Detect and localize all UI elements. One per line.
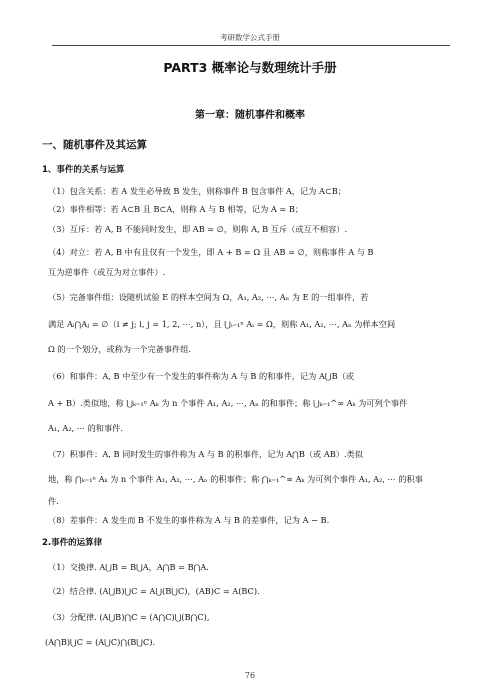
- text-line: （2）事件相等：若 A⊂B 且 B⊂A，则称 A 与 B 相等，记为 A = B；: [48, 204, 304, 214]
- page-number: 76: [244, 671, 256, 680]
- subsection-title-relations: 1、事件的关系与运算: [42, 165, 125, 175]
- text-line: （8）差事件：A 发生而 B 不发生的事件称为 A 与 B 的差事件，记为 A − B.: [48, 515, 330, 525]
- text-line: （5）完备事件组：设随机试验 E 的样本空间为 Ω，A₁, A₂, ⋯, Aₙ 为 E 的一组事件，若: [48, 292, 369, 302]
- text-line: （1）交换律. A⋃B = B⋃A，A⋂B = B⋂A.: [48, 562, 209, 572]
- text-line: (A⋂B)⋃C = (A⋃C)⋂(B⋃C).: [45, 637, 156, 647]
- part-title: PART3 概率论与数理统计手册: [163, 60, 337, 75]
- text-line: 件.: [48, 496, 59, 506]
- text-line: 互为逆事件（或互为对立事件）.: [48, 267, 166, 277]
- text-line: （4）对立：若 A, B 中有且仅有一个发生，即 A + B = Ω 且 AB = ∅，则称事件 A 与 B: [48, 247, 374, 257]
- chapter-title: 第一章：随机事件和概率: [195, 110, 305, 121]
- running-header: 考研数学公式手册: [220, 33, 280, 42]
- text-line: （7）积事件：A, B 同时发生的事件称为 A 与 B 的积事件，记为 A⋂B（或 AB）.类似: [48, 449, 363, 459]
- text-line: （3）分配律. (A⋃B)⋂C = (A⋂C)⋃(B⋂C),: [48, 612, 210, 622]
- text-line: 满足 Aᵢ⋂Aⱼ = ∅（i ≠ j; i, j = 1, 2, ⋯, n），且 ⋃ᵢ₌₁ⁿ Aᵢ = Ω，则称 A₁, A₂, ⋯, Aₙ 为样本空间: [48, 319, 396, 329]
- text-line: A₁, A₂, ⋯ 的和事件.: [48, 423, 123, 433]
- text-line: （3）互斥：若 A, B 不能同时发生，即 AB = ∅，则称 A, B 互斥（或互不相容）.: [48, 224, 348, 234]
- text-line: （2）结合律. (A⋃B)⋃C = A⋃(B⋃C)，(AB)C = A(BC).: [48, 586, 260, 596]
- header-rule: [52, 45, 450, 46]
- text-line: （6）和事件：A, B 中至少有一个发生的事件称为 A 与 B 的和事件，记为 A⋃B（或: [48, 371, 354, 381]
- subsection-title-laws: 2.事件的运算律: [42, 538, 103, 548]
- text-line: 地，称 ⋂ₖ₌₁ⁿ Aₖ 为 n 个事件 A₁, A₂, ⋯, Aₙ 的积事件；称 ⋂ₖ₌₁^∞ Aₖ 为可列个事件 A₁, A₂, ⋯ 的积事: [48, 474, 423, 484]
- text-line: Ω 的一个划分，或称为一个完备事件组.: [48, 344, 191, 354]
- text-line: A + B）.类似地，称 ⋃ₖ₌₁ⁿ Aₖ 为 n 个事件 A₁, A₂, ⋯, Aₙ 的和事件；称 ⋃ₖ₌₁^∞ Aₖ 为可列个事件: [48, 398, 408, 408]
- section-title: 一、随机事件及其运算: [42, 139, 147, 151]
- text-line: （1）包含关系：若 A 发生必导致 B 发生，则称事件 B 包含事件 A，记为 A⊂B；: [48, 186, 346, 196]
